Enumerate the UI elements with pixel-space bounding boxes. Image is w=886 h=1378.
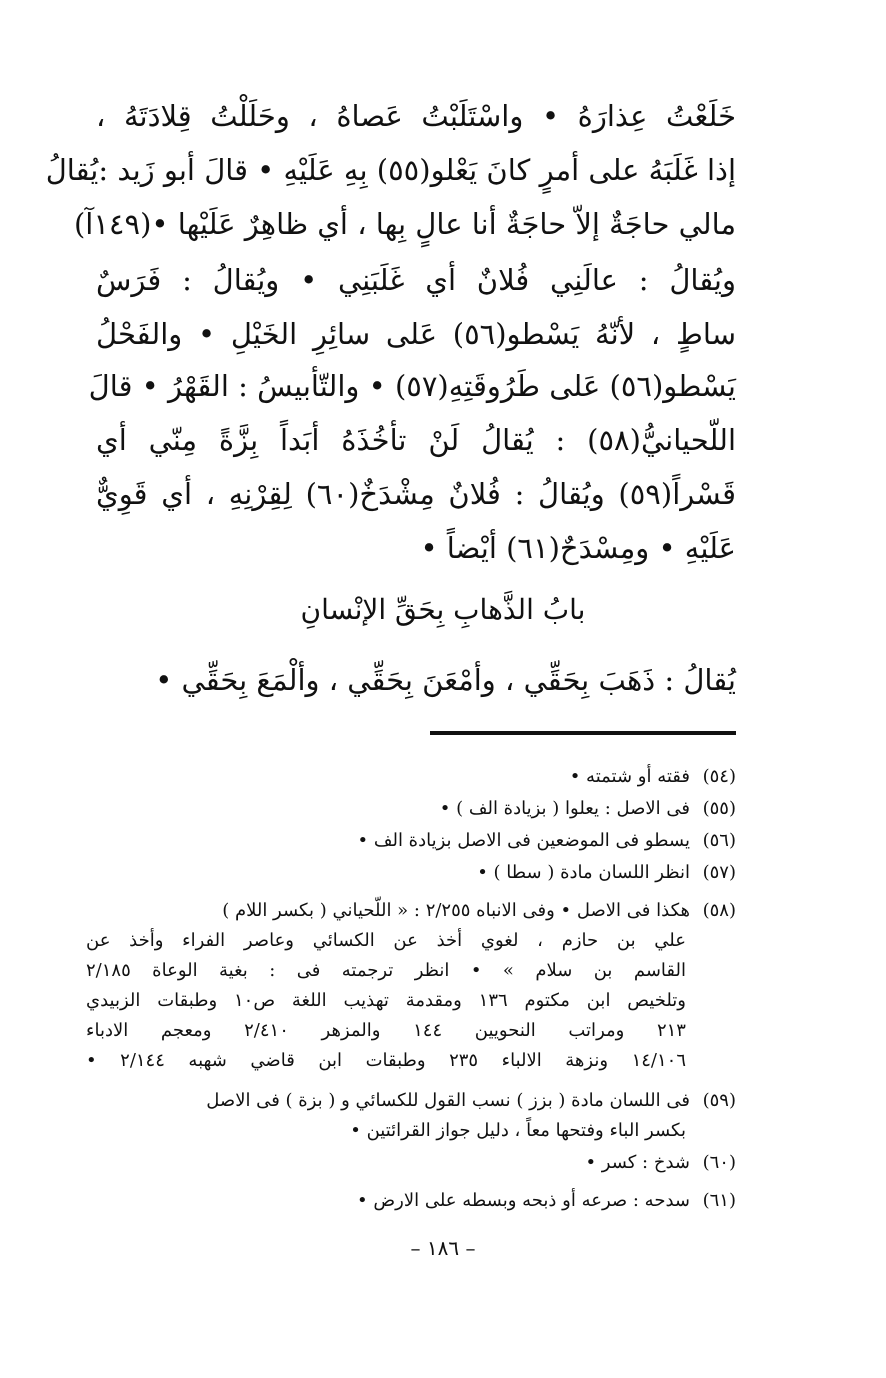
body-line-5: ساطٍ ، لأنّهُ يَسْطو(٥٦) عَلى سائِرِ الخَيْلِ • والفَحْلُ (96, 317, 737, 351)
footnote-text: يسطو فى الموضعين فى الاصل بزيادة الف • (357, 830, 690, 851)
page-number: – ١٨٦ – (410, 1236, 476, 1260)
section-first-line: يُقالُ : ذَهَبَ بِحَقِّي ، وأمْعَنَ بِحَقِّي ، وألْمَعَ بِحَقِّي • (155, 663, 736, 697)
footnote-54 (86, 764, 736, 790)
footnote-61 (86, 1188, 736, 1214)
body-line-7: اللّحيانيُّ(٥٨) : يُقالُ لَنْ تأخُذَهُ أبَداً بِزَّةً مِنّي أي (96, 423, 736, 457)
footnote-number: (٥٨) (702, 900, 736, 921)
footnote-59-line-2: بكسر الباء وفتحها معاً ، دليل جواز القرائتين • (350, 1120, 686, 1141)
footnote-56 (86, 828, 736, 854)
footnote-text: فى اللسان مادة ( بزز ) نسب القول للكسائي و ( بزة ) فى الاصل (206, 1090, 690, 1111)
footnote-number: (٥٧) (702, 862, 736, 883)
footnote-57 (86, 860, 736, 886)
footnote-number: (٦١) (702, 1190, 736, 1211)
footnote-divider (430, 731, 736, 735)
body-line-9: عَلَيْهِ • ومِسْدَحٌ(٦١) أيْضاً • (420, 531, 736, 565)
section-heading: بابُ الذَّهابِ بِحَقِّ الإنْسانِ (300, 593, 586, 626)
body-line-2: إذا غَلَبَهُ على أمرٍ كانَ يَعْلو(٥٥) بِهِ عَلَيْهِ • قالَ أبو زَيد :يُقالُ (45, 153, 736, 187)
footnote-number: (٥٦) (702, 830, 736, 851)
footnote-text: سدحه : صرعه أو ذبحه وبسطه على الارض • (357, 1190, 690, 1211)
footnote-number: (٥٥) (702, 798, 736, 819)
footnote-60 (86, 1150, 736, 1176)
footnote-58-line-3: القاسم بن سلام » • انظر ترجمته فى : بغية الوعاة ٢/١٨٥ (86, 960, 686, 981)
footnote-text: فقته أو شتمته • (569, 766, 690, 787)
body-line-8: قَسْراً(٥٩) ويُقالُ : فُلانٌ مِشْدَخٌ(٦٠) لِقِرْنِهِ ، أي قَوِيٌّ (96, 477, 736, 511)
footnote-58-line-6: ١٤/١٠٦ ونزهة الالباء ٢٣٥ وطبقات ابن قاضي شهبه ٢/١٤٤ • (86, 1050, 686, 1071)
footnote-58-line-4: وتلخيص ابن مكتوم ١٣٦ ومقدمة تهذيب اللغة ص١٠ وطبقات الزبيدي (86, 990, 687, 1011)
footnote-59 (86, 1088, 736, 1114)
footnote-number: (٥٩) (702, 1090, 736, 1111)
body-line-4: ويُقالُ : عالَنِي فُلانٌ أي غَلَبَنِي • ويُقالُ : فَرَسٌ (96, 263, 736, 297)
footnote-55 (86, 796, 736, 822)
footnote-58-line-5: ٢١٣ ومراتب النحويين ١٤٤ والمزهر ٢/٤١٠ ومعجم الادباء (86, 1020, 686, 1041)
footnote-text: هكذا فى الاصل • وفى الانباه ٢/٢٥٥ : « اللّحياني ( بكسر اللام ) (222, 900, 690, 921)
footnote-58-line-2: علي بن حازم ، لغوي أخذ عن الكسائي وعاصر الفراء وأخذ عن (86, 930, 686, 951)
footnote-number: (٦٠) (702, 1152, 736, 1173)
footnote-text: فى الاصل : يعلوا ( بزيادة الف ) • (439, 798, 690, 819)
body-line-1: خَلَعْتُ عِذارَهُ • واسْتَلَبْتُ عَصاهُ ، وحَلَلْتُ قِلادَتَهُ ، (96, 99, 736, 133)
body-line-6: يَسْطو(٥٦) عَلى طَرُوقَتِهِ(٥٧) • والتّأبيسُ : القَهْرُ • قالَ (88, 369, 736, 403)
footnote-58 (86, 898, 736, 924)
footnote-text: شدخ : كسر • (585, 1152, 690, 1173)
body-line-3: مالي حاجَةٌ إلاّ حاجَةٌ أنا عالٍ بِها ، أي ظاهِرٌ عَلَيْها •(١٤٩آ) (73, 207, 736, 241)
footnote-text: انظر اللسان مادة ( سطا ) • (477, 862, 690, 883)
footnote-number: (٥٤) (702, 766, 736, 787)
